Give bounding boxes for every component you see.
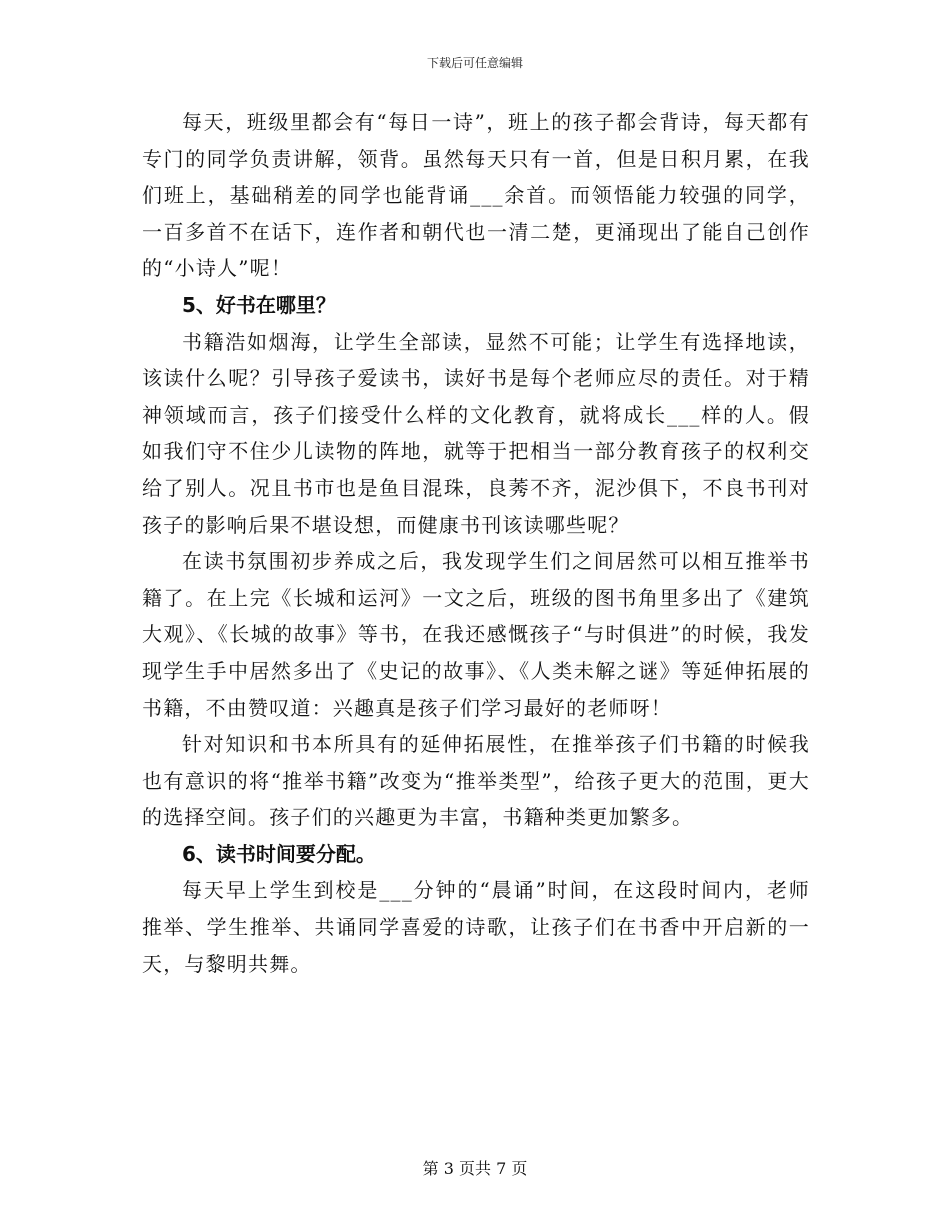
page-header: 下载后可任意编辑 — [426, 56, 523, 70]
section-heading-reading-time: 6、读书时间要分配。 — [182, 841, 376, 866]
page-number: 第 3 页共 7 页 — [422, 1159, 528, 1178]
paragraph-recommend-types: 针对知识和书本所具有的延伸拓展性，在推举孩子们书籍的时候我也有意识的将“推举书籍”改变为“推举类型”，给孩子更大的范围，更大的选择空间。孩子们的兴趣更为丰富，书籍种类更加繁多。 — [142, 732, 810, 830]
paragraph-morning-recital: 每天早上学生到校是___分钟的“晨诵”时间，在这段时间内，老师推举、学生推举、共诵同学喜爱的诗歌，让孩子们在书香中开启新的一天，与黎明共舞。 — [142, 878, 810, 976]
paragraph-choosing-books: 书籍浩如烟海，让学生全部读，显然不可能；让学生有选择地读，该读什么呢？引导孩子爱读书，读好书是每个老师应尽的责任。对于精神领域而言，孩子们接受什么样的文化教育，就将成长___样的人。假如我们守不住少儿读物的阵地，就等于把相当一部分教育孩子的权利交给了别人。况且书市也是鱼目混珠，良莠不齐，泥沙俱下，不良书刊对孩子的影响后果不堪设想，而健康书刊该读哪些呢？ — [142, 329, 810, 537]
paragraph-recommending-books: 在读书氛围初步养成之后，我发现学生们之间居然可以相互推举书籍了。在上完《长城和运河》一文之后，班级的图书角里多出了《建筑大观》、《长城的故事》等书，在我还感慨孩子“与时俱进”的时候，我发现学生手中居然多出了《史记的故事》、《人类未解之谜》等延伸拓展的书籍，不由赞叹道：兴趣真是孩子们学习最好的老师呀！ — [142, 549, 810, 720]
paragraph-daily-poem: 每天，班级里都会有“每日一诗”，班上的孩子都会背诗，每天都有专门的同学负责讲解，领背。虽然每天只有一首，但是日积月累，在我们班上，基础稍差的同学也能背诵___余首。而领悟能力较强的同学，一百多首不在话下，连作者和朝代也一清二楚，更涌现出了能自己创作的“小诗人”呢！ — [142, 110, 810, 281]
document-body — [142, 104, 810, 982]
section-heading-good-books: 5、好书在哪里？ — [182, 292, 336, 317]
